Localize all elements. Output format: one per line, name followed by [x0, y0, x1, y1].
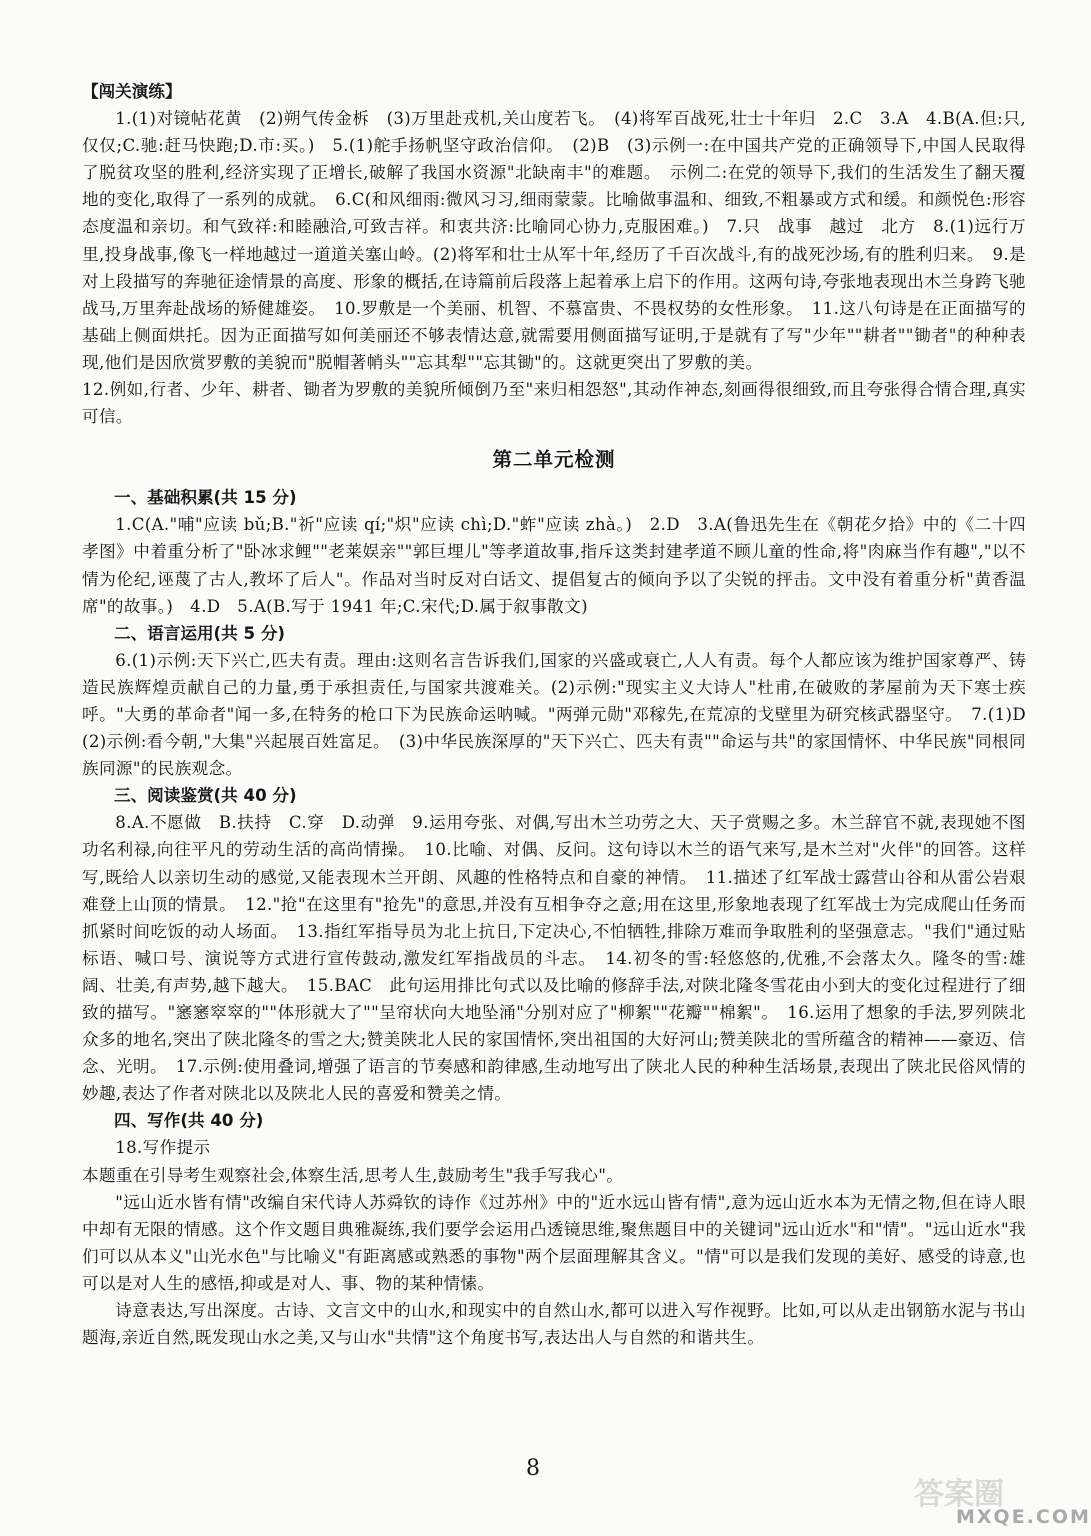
- writing-paragraph-2: "远山近水皆有情"改编自宋代诗人苏舜钦的诗作《过苏州》中的"近水远山皆有情",意为远山近水本为无情之物,但在诗人眼中却有无限的情感。这个作文题目典雅凝练,我们要学会运用凸透镜思维,聚焦题目中的关键词"远山近水"和"情"。"远山近水"我们可以从本义"山光水色"与比喻义"有距离感或熟悉的事物"两个层面理解其含义。"情"可以是我们发现的美好、感受的诗意,也可以是对人生的感悟,抑或是对人、事、物的某种情愫。: [82, 1192, 1026, 1293]
- unit-title: 第二单元检测: [492, 448, 616, 472]
- writing-item: 18.写作提示: [115, 1138, 211, 1158]
- watermark-logo-text: 答案圈: [914, 1477, 1004, 1512]
- writing-paragraph-1: 本题重在引导考生观察社会,体察生活,思考人生,鼓励考生"我手写我心"。: [82, 1165, 624, 1185]
- section-2-heading: 二、语言运用(共 5 分): [114, 623, 286, 643]
- document-page: [82, 78, 1043, 1351]
- section-1-heading: 一、基础积累(共 15 分): [114, 488, 297, 508]
- writing-paragraph-3: 诗意表达,写出深度。古诗、文言文中的山水,和现实中的自然山水,都可以进入写作视野。比如,可以从走出钢筋水泥与书山题海,亲近自然,既发现山水之美,又与山水"共情"这个角度书写,表达出人与自然的和谐共生。: [82, 1301, 1026, 1348]
- practice-answers-12: 12.例如,行者、少年、耕者、锄者为罗敷的美貌所倾倒乃至"来归相怨怒",其动作神态,刻画得很细致,而且夸张得合情合理,真实可信。: [82, 380, 1026, 427]
- page-number: 8: [526, 1456, 540, 1481]
- practice-heading: 【闯关演练】: [82, 82, 182, 101]
- practice-answers: 1.(1)对镜帖花黄 (2)朔气传金柝 (3)万里赴戎机,关山度若飞。 (4)将军百战死,壮士十年归 2.C 3.A 4.B(A.但:只,仅仅;C.驰:赶马快跑;D.市:买。) 5.(1)舵手扬帆坚守政治信仰。 (2)B (3)示例一:在中国共产党的正确领导下,中国人民取得了脱贫攻坚的胜利,经济实现了正增长,破解了我国水资源"北缺南丰"的难题。 示例二:在党的领导下,我们的生活发生了翻天覆地的变化,取得了一系列的成就。 6.C(和风细雨:微风习习,细雨蒙蒙。比喻做事温和、细致,不粗暴或方式和缓。和颜悦色:形容态度温和亲切。和气致祥:和睦融洽,可致吉祥。和衷共济:比喻同心协力,克服困难。) 7.只 战事 越过 北方 8.(1)远行万里,投身战事,像飞一样地越过一道道关塞山岭。(2)将军和壮士从军十年,经历了千百次战斗,有的战死沙场,有的胜利归来。 9.是对上段描写的奔驰征途情景的高度、形象的概括,在诗篇前后段落上起着承上启下的作用。这两句诗,夸张地表现出木兰身跨飞驰战马,万里奔赴战场的矫健雄姿。 10.罗敷是一个美丽、机智、不慕富贵、不畏权势的女性形象。 11.这八句诗是在正面描写的基础上侧面烘托。因为正面描写如何美丽还不够表情达意,就需要用侧面描写证明,于是就有了写"少年""耕者""锄者"的种种表现,他们是因欣赏罗敷的美貌而"脱帽著帩头""忘其犁""忘其锄"的。这就更突出了罗敷的美。: [82, 109, 1026, 372]
- section-1-answers: 1.C(A."哺"应读 bǔ;B."祈"应读 qí;"炽"应读 chì;D."蚱"应读 zhà。) 2.D 3.A(鲁迅先生在《朝花夕拾》中的《二十四孝图》中着重分析了"卧冰求鲤""老莱娱亲""郭巨埋儿"等孝道故事,指斥这类封建孝道不顾儿童的性命,将"肉麻当作有趣","以不情为伦纪,诬蔑了古人,教坏了后人"。作品对当时反对白话文、提倡复古的倾向予以了尖锐的抨击。文中没有着重分析"黄香温席"的故事。) 4.D 5.A(B.写于 1941 年;C.宋代;D.属于叙事散文): [82, 515, 1026, 616]
- watermark-domain: MXQE.COM: [956, 1506, 1091, 1528]
- section-4-heading: 四、写作(共 40 分): [114, 1111, 264, 1131]
- section-3-heading: 三、阅读鉴赏(共 40 分): [114, 786, 297, 806]
- section-2-answers: 6.(1)示例:天下兴亡,匹夫有责。理由:这则名言告诉我们,国家的兴盛或衰亡,人人有责。每个人都应该为维护国家尊严、铸造民族辉煌贡献自己的力量,勇于承担责任,与国家共渡难关。(2)示例:"现实主义大诗人"杜甫,在破败的茅屋前为天下寒士疾呼。"大勇的革命者"闻一多,在特务的枪口下为民族命运呐喊。"两弹元勋"邓稼先,在荒凉的戈壁里为研究核武器坚守。 7.(1)D (2)示例:看今朝,"大集"兴起展百姓富足。 (3)中华民族深厚的"天下兴亡、匹夫有责""命运与共"的家国情怀、中华民族"同根同族同源"的民族观念。: [82, 650, 1043, 779]
- section-3-answers: 8.A.不愿做 B.扶持 C.穿 D.动弹 9.运用夸张、对偶,写出木兰功劳之大、天子赏赐之多。木兰辞官不就,表现她不图功名利禄,向往平凡的劳动生活的高尚情操。 10.比喻、对偶、反问。这句诗以木兰的语气来写,是木兰对"火伴"的回答。这样写,既给人以亲切生动的感觉,又能表现木兰开朗、风趣的性格特点和自豪的神情。 11.描述了红军战士露营山谷和从雷公岩艰难登上山顶的情景。 12."抢"在这里有"抢先"的意思,并没有互相争夺之意;用在这里,形象地表现了红军战士为完成爬山任务而抓紧时间吃饭的动人场面。 13.指红军指导员为北上抗日,下定决心,不怕牺牲,排除万难而争取胜利的坚强意志。"我们"通过贴标语、喊口号、演说等方式进行宣传鼓动,激发红军指战员的斗志。 14.初冬的雪:轻悠悠的,优雅,不会落太久。隆冬的雪:雄阔、壮美,有声势,越下越大。 15.BAC 此句运用排比句式以及比喻的修辞手法,对陕北隆冬雪花由小到大的变化过程进行了细致的描写。"窸窸窣窣的""体形就大了""呈帘状向大地坠涌"分别对应了"柳絮""花瓣""棉絮"。 16.运用了想象的手法,罗列陕北众多的地名,突出了陕北隆冬的雪之大;赞美陕北人民的家国情怀,突出祖国的大好河山;赞美陕北的雪所蕴含的精神——豪迈、信念、光明。 17.示例:使用叠词,增强了语言的节奏感和韵律感,生动地写出了陕北人民的种种生活场景,表现出了陕北民俗风情的妙趣,表达了作者对陕北以及陕北人民的喜爱和赞美之情。: [82, 813, 1026, 1104]
